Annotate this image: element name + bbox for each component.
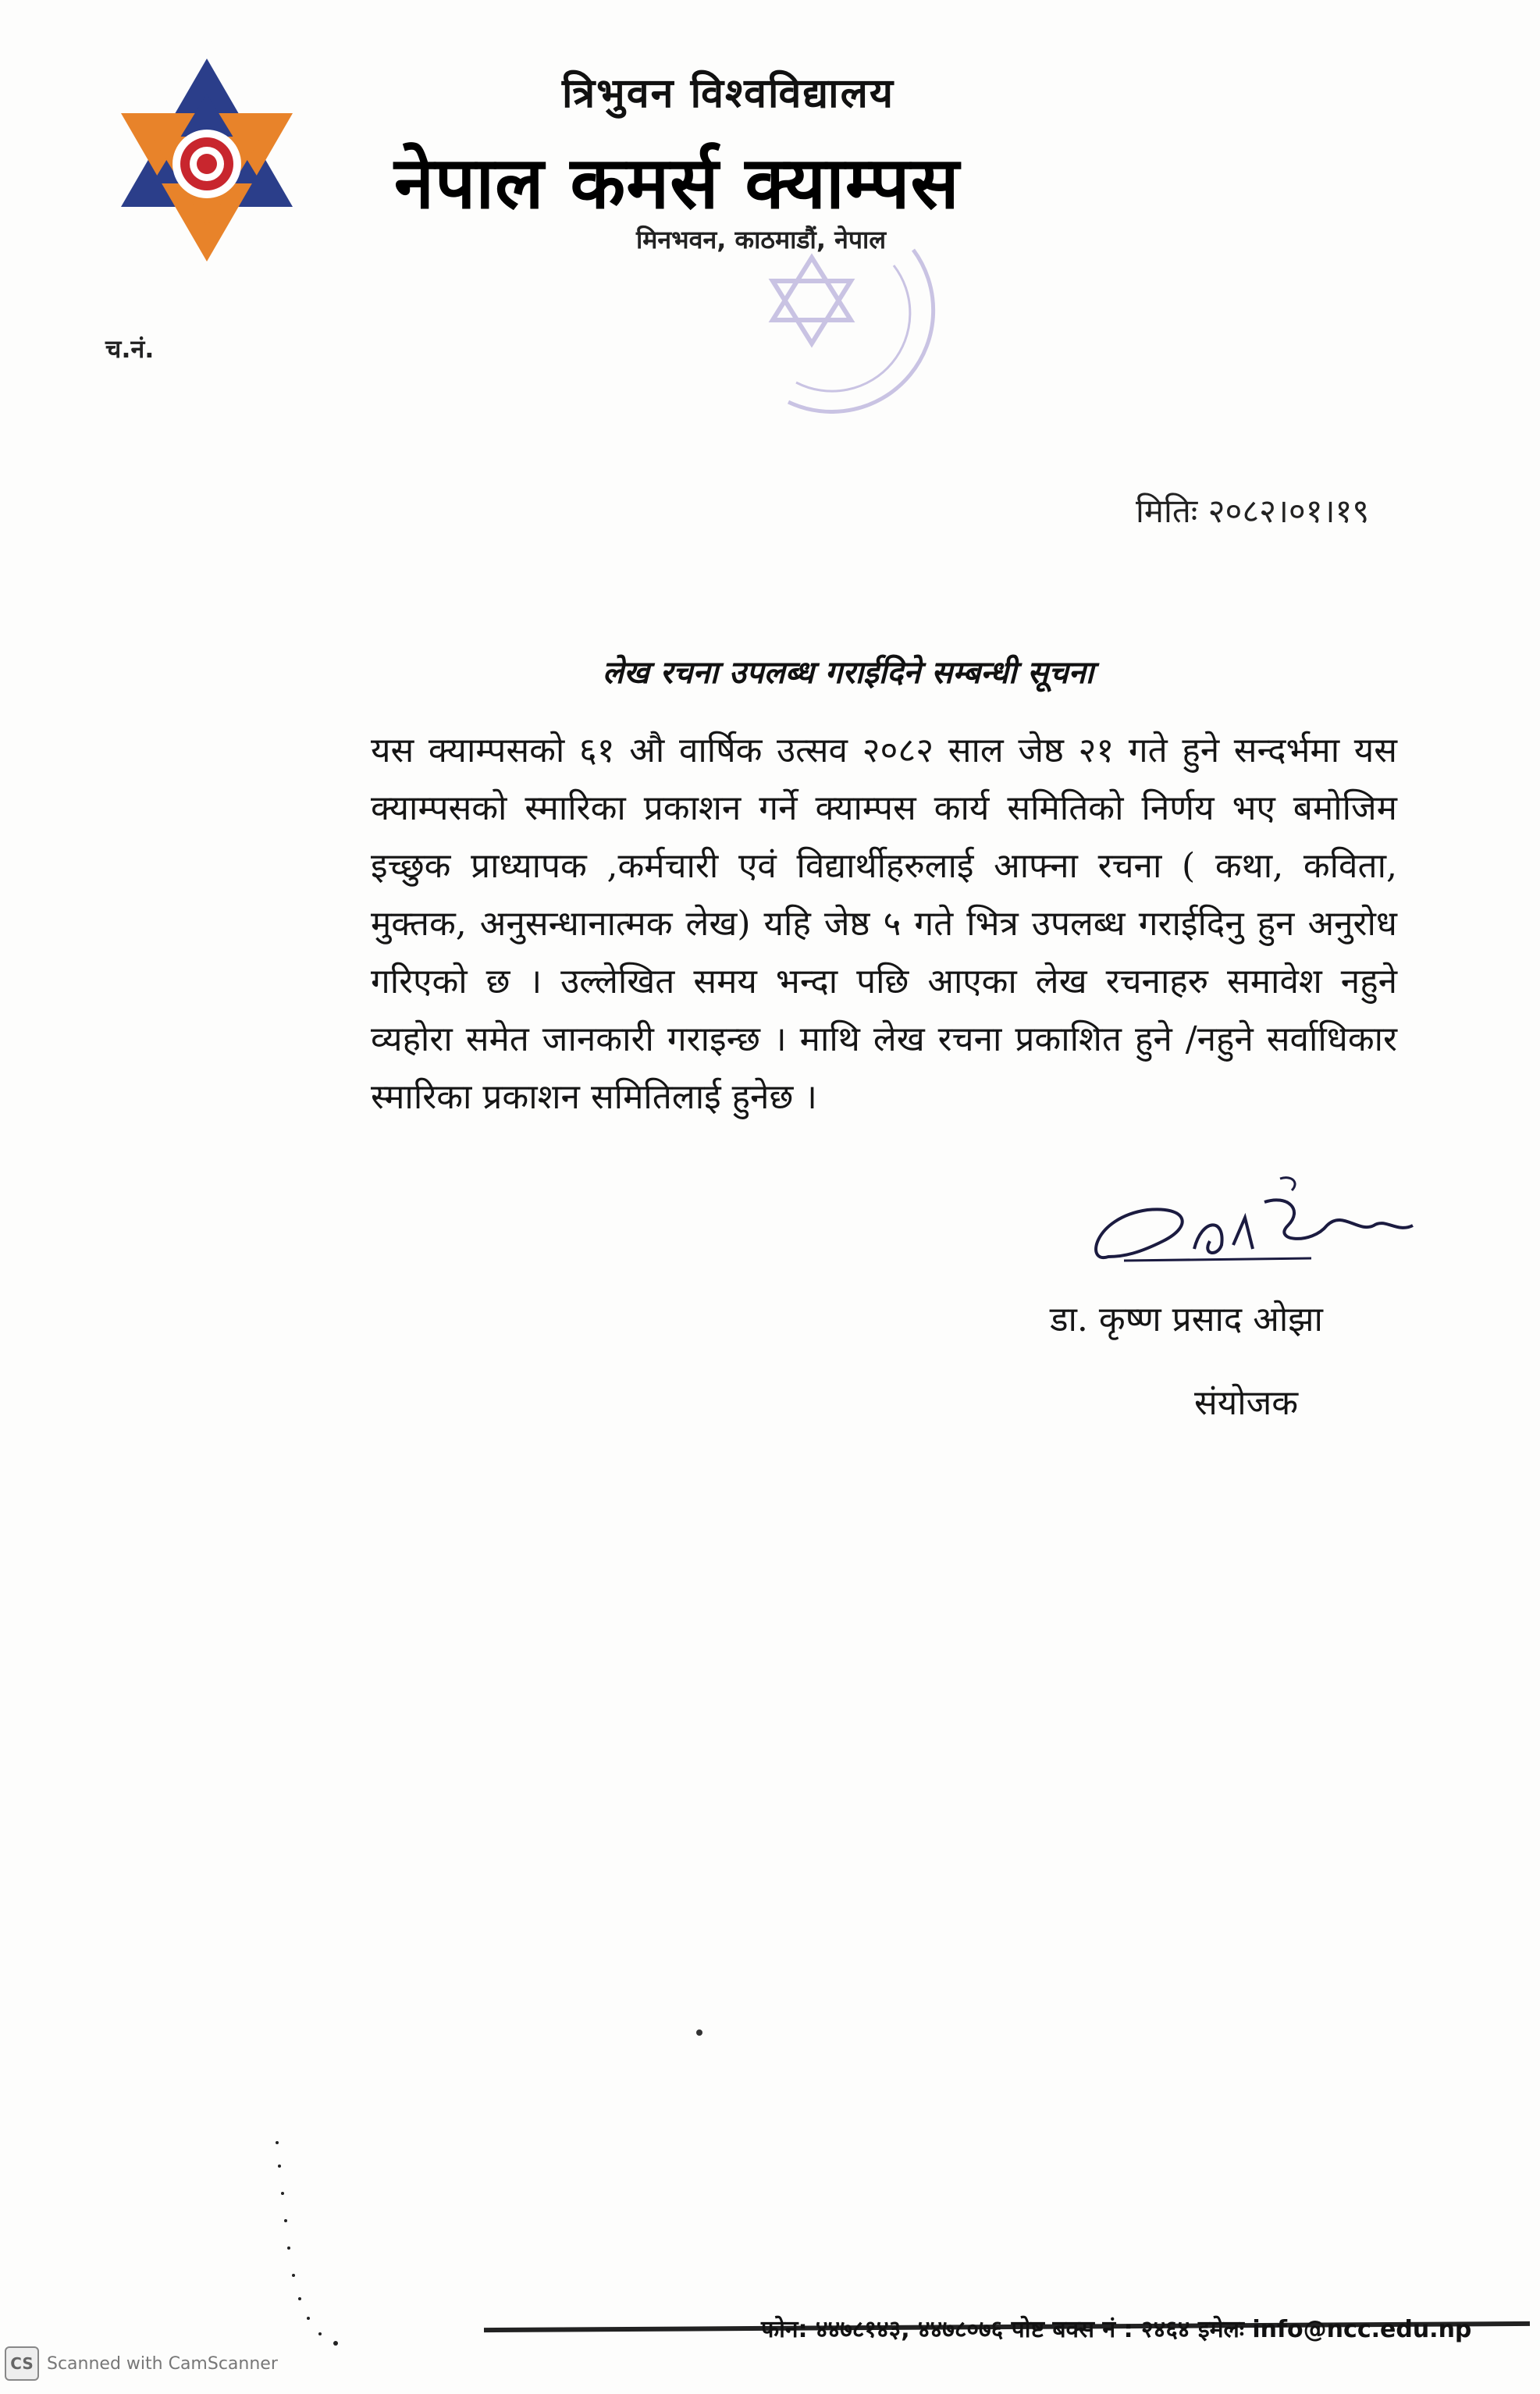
scan-speck (696, 2029, 702, 2036)
document-date: मितिः २०८२।०१।१९ (1136, 492, 1370, 530)
campus-address: मिनभवन, काठमाडौं, नेपाल (636, 225, 887, 254)
camscanner-watermark (5, 2346, 278, 2382)
scan-artifact (273, 2139, 367, 2350)
reference-number-label: च.नं. (105, 334, 155, 364)
campus-name: नेपाल कमर्स क्याम्पस (394, 141, 960, 225)
university-name: त्रिभुवन विश्वविद्यालय (562, 69, 895, 117)
camscanner-text: Scanned with CamScanner (47, 2353, 278, 2374)
handwritten-signature (1077, 1171, 1428, 1288)
signatory-name: डा. कृष्ण प्रसाद ओझा (1050, 1300, 1323, 1339)
camscanner-icon: CS (5, 2346, 39, 2381)
tribhuvan-university-logo (117, 55, 297, 265)
office-stamp (726, 234, 960, 414)
notice-body: यस क्याम्पसको ६१ औ वार्षिक उत्सव २०८२ साल जेष्ठ २१ गते हुने सन्दर्भमा यस क्याम्पसको स्मारिका प्रकाशन गर्ने क्याम्पस कार्य समितिको निर्णय भए बमोजिम इच्छुक प्राध्यापक ,कर्मचारी एवं विद्यार्थीहरुलाई आफ्ना रचना ( कथा, कविता, मुक्तक, अनुसन्धानात्मक लेख) यहि जेष्ठ ५ गते भित्र उपलब्ध गराईदिनु हुन अनुरोध गरिएको छ । उल्लेखित समय भन्दा पछि आएका लेख रचनाहरु समावेश नहुने व्यहोरा समेत जानकारी गराइन्छ । माथि लेख रचना प्रकाशित हुने /नहुने सर्वाधिकार स्मारिका प्रकाशन समितिलाई हुनेछ । (371, 731, 1397, 1117)
footer-contact-info: फोन: ४४७८१४३, ४४७८०७६ पोष्ट बक्स नं : २४६४ इमेलः info@ncc.edu.np (761, 2316, 1472, 2343)
signatory-role: संयोजक (1194, 1383, 1299, 1423)
notice-title: लेख रचना उपलब्ध गराईदिने सम्बन्धी सूचना (602, 654, 1094, 691)
